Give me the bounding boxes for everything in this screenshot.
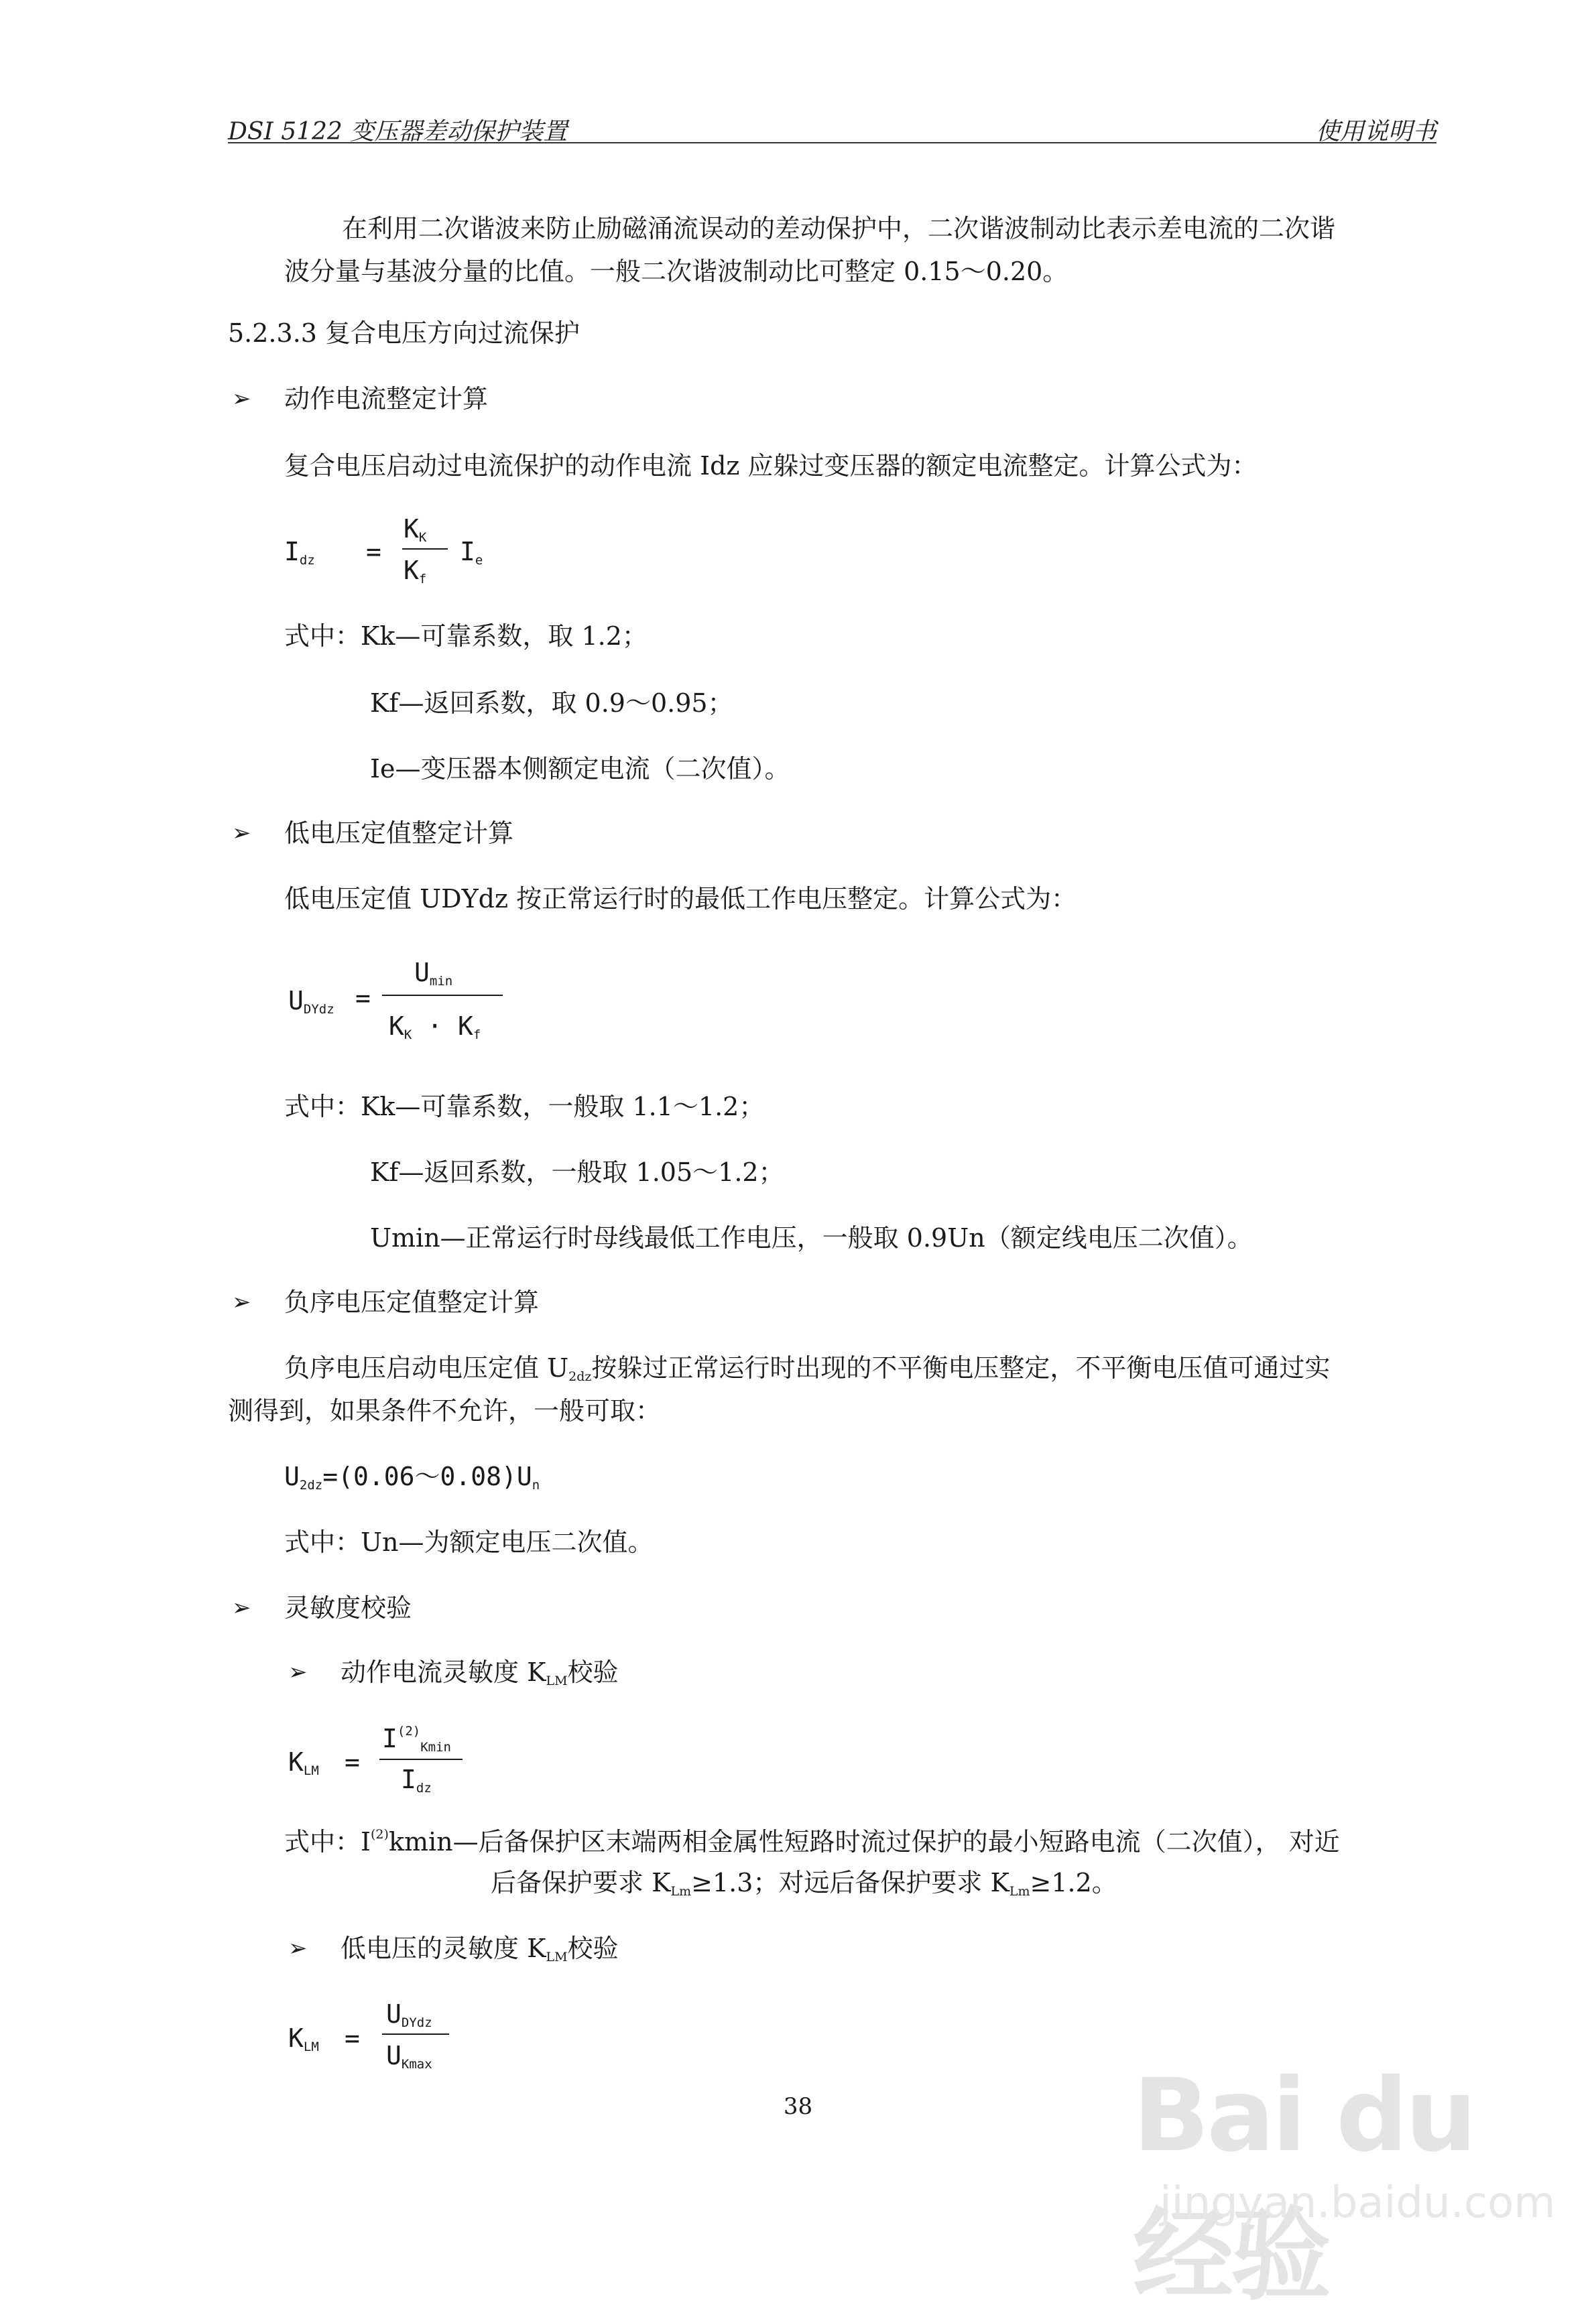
formula-symbol: I xyxy=(382,1724,397,1753)
paragraph-line: 复合电压启动过电流保护的动作电流 Idz 应躲过变压器的额定电流整定。计算公式为： xyxy=(284,451,1257,481)
watermark-url: jingyan.baidu.com xyxy=(1160,2178,1556,2228)
definition-line: 后备保护要求 $K_{Lm}\ge 1.3$；对远后备保护要求 $K_{Lm}\ge 1.2$。 xyxy=(491,1868,1117,1899)
fraction-bar xyxy=(382,995,503,996)
definition-line: Umin—正常运行时母线最低工作电压，一般取 0.9Un（额定线电压二次值）。 xyxy=(370,1223,1253,1253)
watermark-brand: Bai du 经验 xyxy=(1133,2058,1475,2314)
formula-symbol: K xyxy=(288,1747,304,1777)
definition-line: 式中：Un—为额定电压二次值。 xyxy=(284,1527,654,1557)
header-title: DSI 5122 变压器差动保护装置 xyxy=(228,118,568,145)
definition-line: Kf—返回系数，取 0.9～0.95； xyxy=(370,688,733,718)
formula-symbol: K xyxy=(389,1011,404,1041)
formula-subscript: LM xyxy=(303,2040,319,2054)
formula-symbol: K xyxy=(458,1011,473,1041)
formula-subscript: e xyxy=(475,553,483,568)
sub-bullet-title: 低电压的灵敏度 $K_{LM}$校验 xyxy=(341,1934,619,1964)
formula-symbol: K xyxy=(288,2023,304,2053)
formula-symbol: I xyxy=(401,1765,416,1794)
page-number: 38 xyxy=(783,2093,813,2120)
paragraph-line: 负序电压启动电压定值 $U_{2dz}$按躲过正常运行时出现的不平衡电压整定，不平衡电压值可通过实 xyxy=(284,1353,1331,1384)
formula-symbol: I xyxy=(460,537,475,566)
formula-equals: = xyxy=(345,2023,360,2053)
section-heading: 5.2.3.3 复合电压方向过流保护 xyxy=(228,318,580,348)
definition-line: Kf—返回系数，一般取 1.05～1.2； xyxy=(370,1157,784,1187)
formula-subscript: DYdz xyxy=(401,2015,432,2030)
definition-line: Ie—变压器本侧额定电流（二次值）。 xyxy=(370,754,790,784)
fraction-bar xyxy=(379,1759,463,1760)
formula-subscript: Kmax xyxy=(401,2057,432,2072)
formula-subscript: min xyxy=(429,974,453,989)
formula-equals: = xyxy=(345,1747,360,1777)
bullet-title: 灵敏度校验 xyxy=(284,1593,412,1623)
definition-line: 式中：$I^{(2)}kmin—$后备保护区末端两相金属性短路时流过保护的最小短路电流（二次值）， 对近 xyxy=(284,1827,1340,1857)
formula-symbol: I xyxy=(284,537,300,566)
bullet-title: 动作电流整定计算 xyxy=(284,384,489,414)
paragraph-line: 低电压定值 UDYdz 按正常运行时的最低工作电压整定。计算公式为： xyxy=(284,884,1077,914)
formula-subscript: f xyxy=(418,572,427,586)
arrow-bullet-icon: ➢ xyxy=(232,1594,251,1621)
definition-line: 式中：Kk—可靠系数，一般取 1.1～1.2； xyxy=(284,1092,765,1121)
paragraph-line: 波分量与基波分量的比值。一般二次谐波制动比可整定 0.15～0.20。 xyxy=(284,257,1068,286)
paragraph-line: 在利用二次谐波来防止励磁涌流误动的差动保护中，二次谐波制动比表示差电流的二次谐 xyxy=(342,214,1336,243)
bullet-title: 负序电压定值整定计算 xyxy=(284,1288,540,1317)
formula-superscript: (2) xyxy=(397,1724,421,1739)
formula-symbol: U xyxy=(386,1999,402,2029)
formula-subscript: LM xyxy=(303,1763,319,1778)
paragraph-line: 测得到，如果条件不允许，一般可取： xyxy=(228,1396,662,1426)
bullet-title: 低电压定值整定计算 xyxy=(284,818,514,848)
arrow-bullet-icon: ➢ xyxy=(288,1935,308,1962)
formula-subscript: K xyxy=(404,1027,412,1042)
formula-u2dz: $U_{2dz}=(0.06\sim 0.08)U_n$ xyxy=(284,1462,540,1493)
formula-symbol: K xyxy=(404,556,419,585)
formula-equals: = xyxy=(366,537,381,566)
formula-equals: = xyxy=(355,983,371,1013)
formula-symbol: K xyxy=(404,514,419,544)
formula-subscript: Kmin xyxy=(420,1740,451,1755)
baidu-watermark xyxy=(1133,2044,1556,2314)
arrow-bullet-icon: ➢ xyxy=(232,385,251,412)
formula-subscript: K xyxy=(418,530,427,545)
header-rule xyxy=(228,142,1436,143)
fraction-bar xyxy=(382,2033,449,2035)
sub-bullet-title: 动作电流灵敏度 $K_{LM}$校验 xyxy=(341,1657,619,1688)
formula-symbol: U xyxy=(288,986,304,1015)
formula-subscript: DYdz xyxy=(303,1002,334,1017)
header-doc-type: 使用说明书 xyxy=(1315,118,1436,145)
fraction-bar xyxy=(402,548,448,550)
formula-symbol: U xyxy=(414,958,430,987)
arrow-bullet-icon: ➢ xyxy=(232,1289,251,1316)
definition-line: 式中：Kk—可靠系数，取 1.2； xyxy=(284,621,648,651)
formula-symbol: U xyxy=(386,2041,402,2070)
formula-subscript: f xyxy=(473,1027,481,1042)
formula-subscript: dz xyxy=(416,1781,432,1796)
formula-subscript: dz xyxy=(299,553,315,568)
arrow-bullet-icon: ➢ xyxy=(288,1659,308,1686)
arrow-bullet-icon: ➢ xyxy=(232,820,251,847)
formula-dot: · xyxy=(427,1011,443,1041)
